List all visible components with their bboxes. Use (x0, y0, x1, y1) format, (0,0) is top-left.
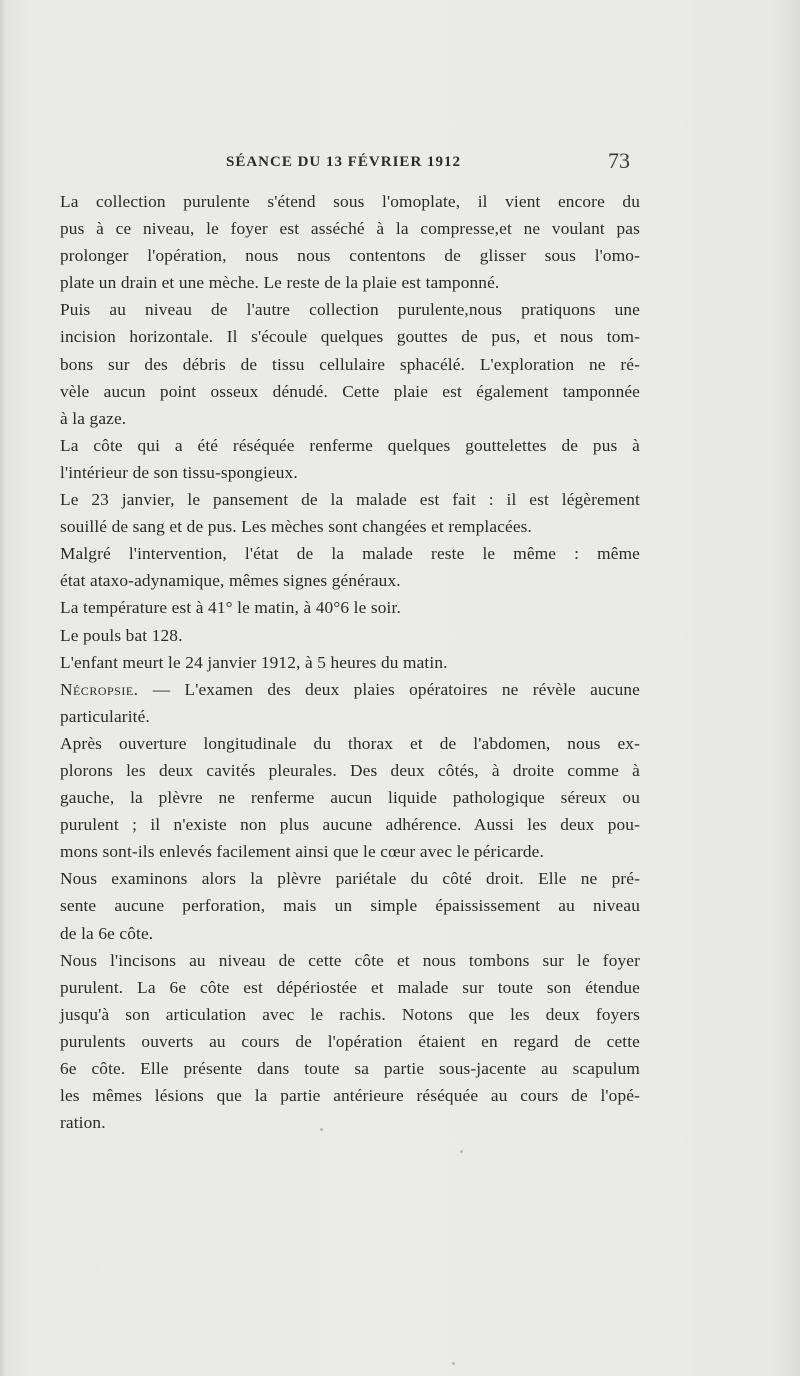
text-line: jusqu'à son articulation avec le rachis. Notons que les deux foyers (60, 1004, 640, 1024)
paragraph (60, 540, 640, 594)
text-line: Après ouverture longitudinale du thorax et de l'abdomen, nous ex- (60, 733, 640, 753)
text-line: purulents ouverts au cours de l'opération étaient en regard de cette (60, 1031, 640, 1051)
section-lead: Nécropsie. (60, 679, 139, 699)
text-line: L'enfant meurt le 24 janvier 1912, à 5 heures du matin. (60, 652, 448, 672)
paragraph (60, 649, 640, 676)
text-line: particularité. (60, 706, 150, 726)
page-number: 73 (608, 148, 630, 173)
text-line: La côte qui a été réséquée renferme quelques gouttelettes de pus à (60, 435, 640, 455)
text-line: La température est à 41° le matin, à 40°6 le soir. (60, 598, 401, 618)
paper-speck (460, 1150, 463, 1153)
text-line: de la 6e côte. (60, 923, 154, 943)
text-line: purulent ; il n'existe non plus aucune adhérence. Aussi les deux pou- (60, 815, 640, 835)
text-line: bons sur des débris de tissu cellulaire sphacélé. L'exploration ne ré- (60, 354, 640, 374)
text-line: vèle aucun point osseux dénudé. Cette plaie est également tamponnée (60, 381, 640, 401)
paragraph (60, 947, 640, 1137)
text-line: plate un drain et une mèche. Le reste de la plaie est tamponné. (60, 273, 500, 293)
text-line: sente aucune perforation, mais un simple épaississement au niveau (60, 896, 640, 916)
paragraph (60, 486, 640, 540)
paragraph (60, 594, 640, 621)
paragraph (60, 730, 640, 865)
text-line: l'intérieur de son tissu-spongieux. (60, 462, 298, 482)
text-line: gauche, la plèvre ne renferme aucun liquide pathologique séreux ou (60, 788, 640, 808)
text-line: souillé de sang et de pus. Les mèches sont changées et remplacées. (60, 517, 533, 537)
paper-speck (320, 1128, 323, 1131)
text-line: Nous examinons alors la plèvre pariétale du côté droit. Elle ne pré- (60, 869, 640, 889)
paragraph (60, 432, 640, 486)
text-line: Puis au niveau de l'autre collection purulente,nous pratiquons une (60, 300, 640, 320)
text-line: Le pouls bat 128. (60, 625, 183, 645)
paragraph (60, 188, 640, 296)
text-line: Nous l'incisons au niveau de cette côte et nous tombons sur le foyer (60, 950, 640, 970)
text-line-content: — L'examen des deux plaies opératoires ne révèle aucune (138, 679, 640, 699)
text-line: plorons les deux cavités pleurales. Des deux côtés, à droite comme à (60, 760, 640, 780)
paragraph (60, 865, 640, 946)
text-line: Le 23 janvier, le pansement de la malade est fait : il est légèrement (60, 490, 640, 510)
text-line: état ataxo-adynamique, mêmes signes généraux. (60, 571, 401, 591)
paragraph (60, 296, 640, 431)
text-line: à la gaze. (60, 408, 127, 428)
page-header (60, 148, 640, 178)
running-title: SÉANCE DU 13 FÉVRIER 1912 (226, 154, 462, 170)
text-line: 6e côte. Elle présente dans toute sa partie sous-jacente au scapulum (60, 1059, 640, 1078)
paragraph (60, 622, 640, 649)
text-line: La collection purulente s'étend sous l'omoplate, il vient encore du (60, 192, 640, 211)
text-line: incision horizontale. Il s'écoule quelques gouttes de pus, et nous tom- (60, 327, 640, 347)
text-line: pus à ce niveau, le foyer est asséché à la compresse,et ne voulant pas (60, 219, 640, 239)
text-line: purulent. La 6e côte est dépériostée et malade sur toute son étendue (60, 977, 640, 997)
text-line: prolonger l'opération, nous nous contentons de glisser sous l'omo- (60, 246, 640, 266)
paper-speck (452, 1362, 455, 1365)
text-line: les mêmes lésions que la partie antérieure réséquée au cours de l'opé- (60, 1086, 640, 1106)
text-line: mons sont-ils enlevés facilement ainsi que le cœur avec le péricarde. (60, 842, 544, 862)
text-line (60, 676, 640, 703)
body-text (60, 188, 640, 1136)
text-line: ration. (60, 1113, 106, 1133)
paragraph (60, 676, 640, 730)
text-line: Malgré l'intervention, l'état de la malade reste le même : même (60, 544, 640, 564)
